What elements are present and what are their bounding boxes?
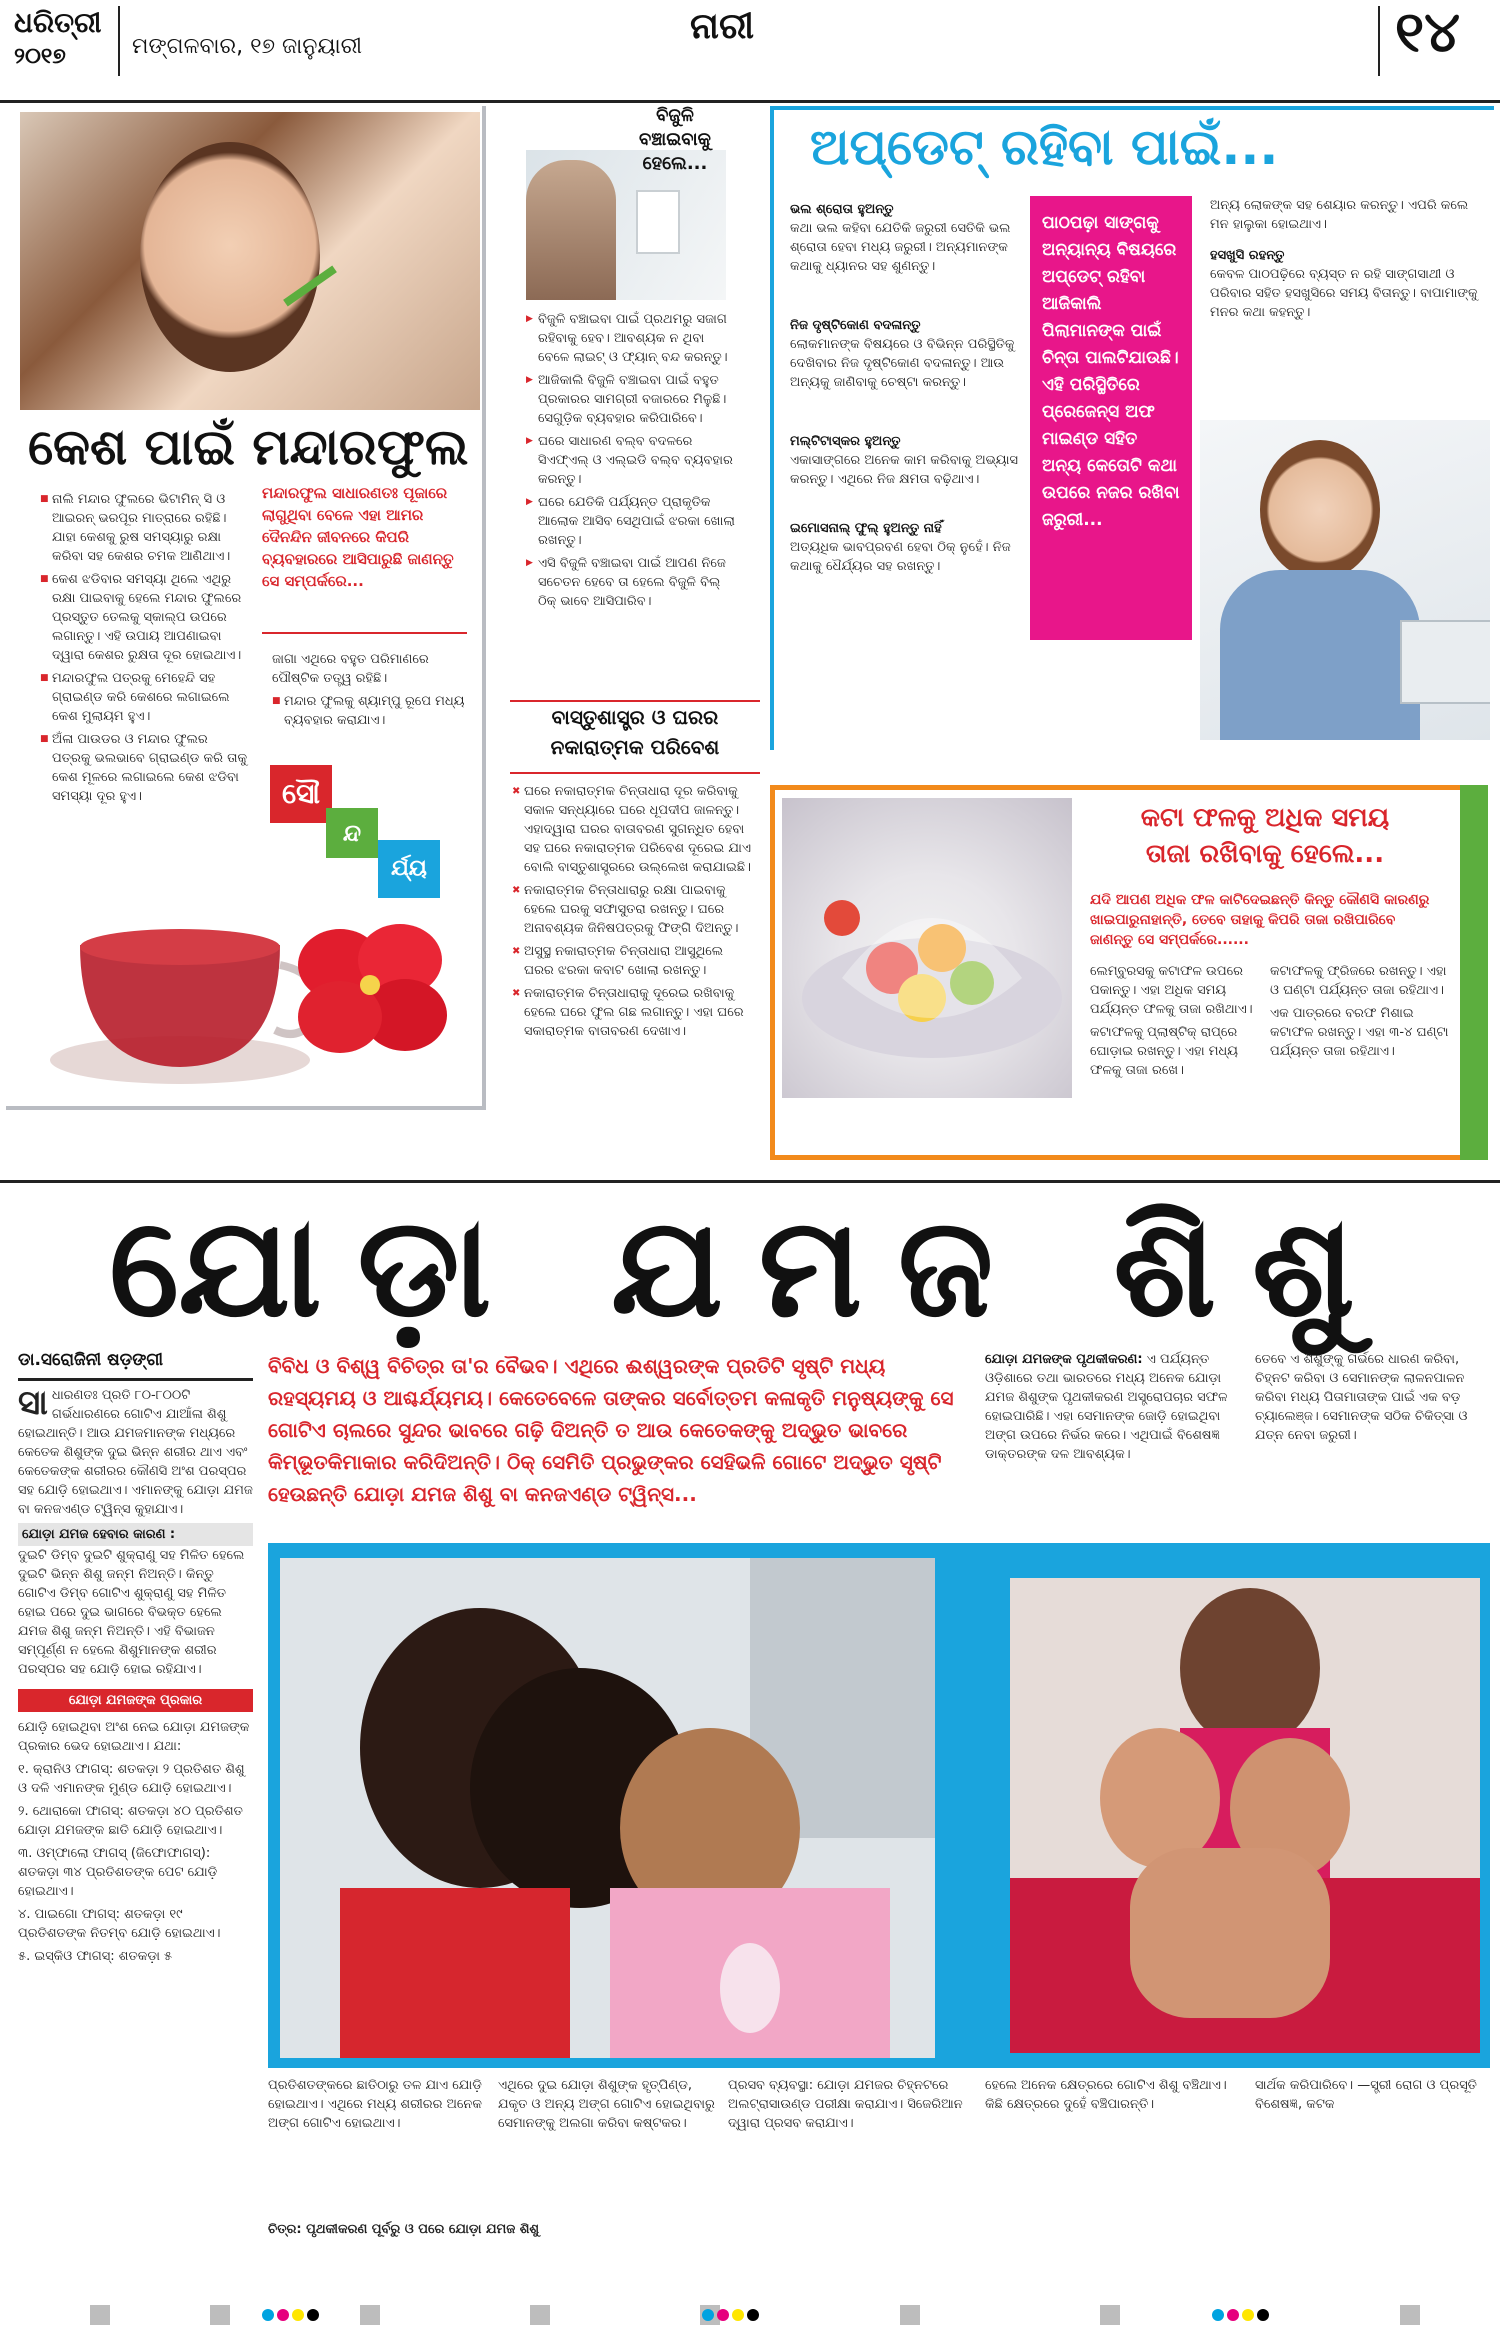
fruit-card-accent (1460, 785, 1488, 1160)
hair-mid-bullet: ■ ମନ୍ଦାର ଫୁଲକୁ ଶ୍ୟାମ୍ପୁ ରୂପେ ମଧ୍ୟ ବ୍ୟବହାର କରାଯାଏ। (272, 692, 472, 730)
twins-col1-head: ଯୋଡ଼ା ଯମଜ ହେବାର କାରଣ : (18, 1523, 253, 1546)
fruit-title-line: ତାଜା ରଖିବାକୁ ହେଲେ... (1145, 839, 1385, 869)
divider (18, 1378, 253, 1381)
twins-bottom-col: ସାର୍ଥକ କରିପାରିବେ। —ସ୍ତ୍ରୀ ରୋଗ ଓ ପ୍ରସୂତି ବିଶେଷଜ୍ଞ, କଟକ (1255, 2078, 1477, 2112)
hair-title: କେଶ ପାଇଁ ମନ୍ଦାରଫୁଲ (28, 418, 469, 476)
vastu-bullet: ✖ ନକାରାତ୍ମକ ଚିନ୍ତାଧାରାକୁ ଦୂରେଇ ରଖିବାକୁ ହେଲେ ଘରେ ଫୁଲ ଗଛ ଲଗାନ୍ତୁ। ଏହା ଘରେ ସକାରାତ୍ମକ ବାତାବରଣ ଦେଖାଏ। (512, 984, 752, 1041)
update-section-body: ଏକାସାଙ୍ଗରେ ଅନେକ କାମ କରିବାକୁ ଅଭ୍ୟାସ କରନ୍ତୁ। ଏଥିରେ ନିଜ କ୍ଷମତା ବଢ଼ିଥାଏ। (790, 453, 1018, 487)
electric-bullets (526, 310, 736, 615)
twins-bottom-col: ହେଲେ ଅନେକ କ୍ଷେତ୍ରରେ ଗୋଟିଏ ଶିଶୁ ବଞ୍ଚିଥାଏ। କିଛି କ୍ଷେତ୍ରରେ ଦୁହେଁ ବଞ୍ଚିପାରନ୍ତି। (985, 2078, 1227, 2112)
twins-col-4 (1255, 1350, 1490, 1445)
twins-type: ୧. କ୍ରାନିଓ ଫାଗସ୍: ଶତକଡ଼ା ୨ ପ୍ରତିଶତ ଶିଶୁ ଓ ଦଳି ଏମାନଙ୍କ ମୁଣ୍ଡ ଯୋଡ଼ି ହୋଇଥାଏ। (18, 1762, 245, 1796)
update-section-body: କଥା ଭଲ କହିବା ଯେତିକି ଜରୁରୀ ସେତିକି ଭଲ ଶ୍ରୋତା ହେବା ମଧ୍ୟ ଜରୁରୀ। ଅନ୍ୟମାନଙ୍କ କଥାକୁ ଧ୍ୟାନର ସହ ଶୁଣନ୍ତୁ। (790, 221, 1011, 274)
update-right-head: ହସଖୁସି ରହନ୍ତୁ (1210, 248, 1285, 263)
hair-pullquote: ମନ୍ଦାରଫୁଲ ସାଧାରଣତଃ ପୂଜାରେ ଲାଗୁଥିବା ବେଳେ ଏହା ଆମର ଦୈନନ୍ଦିନ ଜୀବନରେ କିପରି ବ୍ୟବହାରରେ ଆସିପାରୁଛି ଜାଣନ୍ତୁ ସେ ସମ୍ପର୍କରେ... (262, 484, 454, 590)
update-section-head: ଇମୋସନାଲ୍ ଫୁଲ୍ ହୁଅନ୍ତୁ ନାହିଁ (790, 521, 942, 536)
fruit-col-1 (1090, 962, 1260, 1084)
twins-type: ୩. ଓମ୍ଫାଲୋ ଫାଗସ୍ (ଜିଫୋଫାଗସ୍): ଶତକଡ଼ା ୩୪ ପ୍ରତିଶତଙ୍କ ପେଟ ଯୋଡ଼ି ହୋଇଥାଏ। (18, 1846, 218, 1899)
update-section-head: ନିଜ ଦୃଷ୍ଟିକୋଣ ବଦଳାନ୍ତୁ (790, 318, 921, 333)
electric-bullet: ▶ ଆଜିକାଲି ବିଜୁଳି ବଞ୍ଚାଇବା ପାଇଁ ବହୁତ ପ୍ରକାରର ସାମଗ୍ରୀ ବଜାରରେ ମିଳୁଛି। ସେଗୁଡ଼ିକ ବ୍ୟବହାର କରିପାରିବେ। (526, 371, 736, 428)
twins-col-1 (18, 1383, 253, 1970)
vastu-bullets (512, 782, 752, 1045)
stamp-letter: ନ୍ଦ (326, 808, 378, 858)
tea-hibiscus-illustration (40, 855, 470, 1095)
hair-mid-paragraph: ଜାଗା ଏଥିରେ ବହୁତ ପରିମାଣରେ ପୌଷ୍ଟିକ ତତ୍ତ୍ୱ ରହିଛି। (272, 652, 429, 686)
masthead (0, 0, 1500, 103)
electric-bullet: ▶ ବିଜୁଳି ବଞ୍ଚାଇବା ପାଇଁ ପ୍ରଥମରୁ ସଜାଗ ରହିବାକୁ ହେବ। ଆବଶ୍ୟକ ନ ଥିବା ବେଳେ ଲାଇଟ୍ ଓ ଫ୍ୟାନ୍ ବନ୍ଦ କରନ୍ତୁ। (526, 310, 736, 367)
twins-photo-2 (1010, 1578, 1480, 2053)
twins-bottom-col: ଏଥିରେ ଦୁଇ ଯୋଡ଼ା ଶିଶୁଙ୍କ ହୃତ୍‌ପିଣ୍ଡ, ଯକୃତ ଓ ଅନ୍ୟ ଅଙ୍ଗ ଗୋଟିଏ ହୋଇଥିବାରୁ ସେମାନଙ୍କୁ ଅଲଗା କରିବା କଷ୍ଟକର। (498, 2078, 715, 2131)
twins-col3-head: ଯୋଡ଼ା ଯମଜଙ୍କ ପୃଥକୀକରଣ: (985, 1352, 1143, 1367)
student-photo (1200, 420, 1490, 740)
update-right-column (1210, 196, 1480, 326)
fruit-tip: କଟାଫଳକୁ ଫ୍ରିଜରେ ରଖନ୍ତୁ। ଏହା ଓ ଘଣ୍ଟା ପର୍ଯ୍ୟନ୍ତ ତାଜା ରହିଥାଏ। (1270, 964, 1447, 998)
twins-bottom-col: ପ୍ରସବ ବ୍ୟବସ୍ଥା: ଯୋଡ଼ା ଯମଜର ଚିହ୍ନଟରେ ଅଲଟ୍ରାସାଉଣ୍ଡ ପରୀକ୍ଷା କରାଯାଏ। ସିଜେରିଆନ ଦ୍ୱାରା ପ୍ରସବ କରାଯାଏ। (728, 2078, 963, 2131)
update-right-body: କେବଳ ପାଠପଢ଼ିରେ ବ୍ୟସ୍ତ ନ ରହି ସାଙ୍ଗସାଥୀ ଓ ପରିବାର ସହିତ ହସଖୁସିରେ ସମୟ ବିତାନ୍ତୁ। ବାପାମାଙ୍କୁ ମନର କଥା କହନ୍ତୁ। (1210, 267, 1478, 320)
drop-cap: ସା (18, 1383, 48, 1423)
twins-col-3 (985, 1350, 1240, 1464)
twins-types-box: ଯୋଡ଼ା ଯମଜଙ୍କ ପ୍ରକାର (18, 1689, 253, 1712)
update-sections (790, 196, 1020, 580)
page-number: ୧୪ (1395, 0, 1461, 65)
fruit-tip: ଲେମ୍ବୁରସକୁ କଟାଫଳ ଉପରେ ପକାନ୍ତୁ। ଏହା ଅଧିକ ସମୟ ପର୍ଯ୍ୟନ୍ତ ଫଳକୁ ତାଜା ରଖିଥାଏ। (1090, 964, 1253, 1017)
twins-photo-1 (280, 1558, 935, 2058)
electric-title-line: ବିଜୁଳି (656, 105, 694, 126)
twins-col1-body: ଦୁଇଟି ଡିମ୍ବ ଦୁଇଟି ଶୁକ୍ରାଣୁ ସହ ମିଳିତ ହେଲେ ଦୁଇଟି ଭିନ୍ନ ଶିଶୁ ଜନ୍ମ ନିଅନ୍ତି। କିନ୍ତୁ ଗୋଟିଏ ଡିମ୍ବ ଗୋଟିଏ ଶୁକ୍ରାଣୁ ସହ ମିଳିତ ହୋଇ ପରେ ଦୁଇ ଭାଗରେ ବିଭକ୍ତ ହେଲେ ଯମଜ ଶିଶୁ ଜନ୍ମ ନିଅନ୍ତି। ଏହି ବିଭାଜନ ସମ୍ପୂର୍ଣ୍ଣ ନ ହେଲେ ଶିଶୁମାନଙ୍କ ଶରୀର ପରସ୍ପର ସହ ଯୋଡ଼ି ହୋଇ ରହିଯାଏ। (18, 1548, 245, 1677)
electric-title-line: ହେଲେ... (642, 153, 708, 174)
hair-bullet: ■ ନାଲି ମନ୍ଦାର ଫୁଲରେ ଭିଟାମିନ୍ ସି ଓ ଆଇରନ୍ ଭରପୂର ମାତ୍ରାରେ ରହିଛି। ଯାହା କେଶକୁ ରୁଷ ସମସ୍ୟାରୁ ରକ୍ଷା କରିବା ସହ କେଶର ଚମକ ଆଣିଥାଏ। (40, 490, 250, 566)
hair-bullet: ■ ଅଁଳା ପାଉଡର ଓ ମନ୍ଦାର ଫୁଲର ପତ୍ରକୁ ଭଲଭାବେ ଗ୍ରାଇଣ୍ଡ କରି ତାକୁ କେଶ ମୂଳରେ ଲଗାଇଲେ କେଶ ଝଡିବା ସମସ୍ୟା ଦୂର ହୁଏ। (40, 730, 250, 806)
update-section-body: ଅତ୍ୟଧିକ ଭାବପ୍ରବଣ ହେବା ଠିକ୍ ନୁହେଁ। ନିଜ କଥାକୁ ଧୈର୍ଯ୍ୟର ସହ ରଖନ୍ତୁ। (790, 540, 1011, 574)
vastu-bullet: ✖ ନକାରାତ୍ମକ ଚିନ୍ତାଧାରାରୁ ରକ୍ଷା ପାଇବାକୁ ହେଲେ ଘରକୁ ସଫାସୁତରା ରଖନ୍ତୁ। ଘରେ ଅନାବଶ୍ୟକ ଜିନିଷପତ୍ରକୁ ଫିଙ୍ଗି ଦିଅନ୍ତୁ। (512, 881, 752, 938)
update-section-head: ମଲ୍ଟିଟାସ୍କର ହୁଅନ୍ତୁ (790, 434, 901, 449)
electric-bullet: ▶ ଏସି ବିଜୁଳି ବଞ୍ଚାଇବା ପାଇଁ ଆପଣ ନିଜେ ସଚେତନ ହେବେ ତା ହେଲେ ବିଜୁଳି ବିଲ୍ ଠିକ୍ ଭାବେ ଆସିପାରିବ। (526, 554, 736, 611)
electric-title (620, 104, 730, 176)
update-section-head: ଭଲ ଶ୍ରୋତା ହୁଅନ୍ତୁ (790, 202, 894, 217)
vastu-bullet: ✖ ଅସୁସ୍ଥ ନକାରାତ୍ମକ ଚିନ୍ତାଧାରା ଆସୁଥିଲେ ଘରର ଝରକା କବାଟ ଖୋଲା ରଖନ୍ତୁ। (512, 942, 752, 980)
twins-col4-body: ତେବେ ଏ ଶିଶୁଙ୍କୁ ଗର୍ଭରେ ଧାରଣ କରିବା, ଚିହ୍ନଟ କରିବା ଓ ସେମାନଙ୍କ ଲାଳନପାଳନ କରିବା ମଧ୍ୟ ପିତାମାତାଙ୍କ ପାଇଁ ଏକ ବଡ଼ ଚ୍ୟାଲେଞ୍ଜ। ସେମାନଙ୍କ ସଠିକ ଚିକିତ୍ସା ଓ ଯତ୍ନ ନେବା ଜରୁରୀ। (1255, 1352, 1468, 1443)
update-section-body: ଲୋକମାନଙ୍କ ବିଷୟରେ ଓ ବିଭିନ୍ନ ପରିସ୍ଥିତିକୁ ଦେଖିବାର ନିଜ ଦୃଷ୍ଟିକୋଣ ବଦଳାନ୍ତୁ। ଆଉ ଅନ୍ୟକୁ ଜାଣିବାକୁ ଚେଷ୍ଟା କରନ୍ତୁ। (790, 337, 1015, 390)
divider (118, 6, 120, 76)
fruit-intro: ଯଦି ଆପଣ ଅଧିକ ଫଳ କାଟିଦେଇଛନ୍ତି କିନ୍ତୁ କୌଣସି କାରଣରୁ ଖାଇପାରୁନାହାନ୍ତି, ତେବେ ତାହାକୁ କିପରି ତାଜା ରଖିପାରିବେ ଜାଣନ୍ତୁ ସେ ସମ୍ପର୍କରେ...... (1090, 892, 1430, 948)
twins-byline: ଡା.ସରୋଜିନୀ ଷଡ଼ଙ୍ଗୀ (18, 1350, 164, 1370)
stamp-letter: ସୌ (270, 765, 332, 823)
twins-intro: ବିବିଧ ଓ ବିଶ୍ୱ ବିଚିତ୍ର ତା'ର ବୈଭବ। ଏଥିରେ ଈଶ୍ୱରଙ୍କ ପ୍ରତିଟି ସୃଷ୍ଟି ମଧ୍ୟ ରହସ୍ୟମୟ ଓ ଆଶ୍ଚର୍ଯ୍ୟମୟ। କେତେବେଳେ ତାଙ୍କର ସର୍ବୋତ୍ତମ କଳାକୃତି ମନୁଷ୍ୟଙ୍କୁ ସେ ଗୋଟିଏ ଚାଲରେ ସୁନ୍ଦର ଭାବରେ ଗଢ଼ି ଦିଅନ୍ତି ତ ଆଉ କେତେକଙ୍କୁ ଅଦ୍ଭୁତ ଭାବରେ କିମ୍ଭୂତକିମାକାର କରିଦିଅନ୍ତି। ଠିକ୍ ସେମିତି ପ୍ରଭୁଙ୍କର ସେହିଭଳି ଗୋଟେ ଅଦ୍ଭୁତ ସୃଷ୍ଟି ହେଉଛନ୍ତି ଯୋଡ଼ା ଯମଜ ଶିଶୁ ବା କନଜଏଣ୍ଡ ଟ୍ୱିନ୍ସ... (268, 1354, 954, 1506)
fruit-tip: କଟାଫଳକୁ ପ୍ଲାଷ୍ଟିକ୍ ରାପ୍‌ରେ ଘୋଡ଼ାଇ ରଖନ୍ତୁ। ଏହା ମଧ୍ୟ ଫଳକୁ ତାଜା ରଖେ। (1090, 1025, 1238, 1078)
vastu-title: ବାସ୍ତୁଶାସ୍ତ୍ର ଓ ଘରର ନକାରାତ୍ମକ ପରିବେଶ (510, 700, 760, 774)
divider (262, 632, 467, 634)
section-divider (0, 1180, 1500, 1183)
fruit-tip: ଏକ ପାତ୍ରରେ ବରଫ ମିଶାଇ କଟାଫଳ ରଖନ୍ତୁ। ଏହା ୩-୪ ଘଣ୍ଟା ପର୍ଯ୍ୟନ୍ତ ତାଜା ରହିଥାଏ। (1270, 1006, 1449, 1059)
date: ମଙ୍ଗଳବାର, ୧୭ ଜାନୁୟାରୀ (132, 34, 363, 59)
paper-name: ଧରିତ୍ରୀ (14, 6, 102, 39)
print-registration-marks (0, 2295, 1500, 2335)
electric-bullet: ▶ ଘରେ ସାଧାରଣ ବଲ୍ବ ବଦଳରେ ସିଏଫ୍ଏଲ୍ ଓ ଏଲ୍ଇଡି ବଲ୍ବ ବ୍ୟବହାର କରନ୍ତୁ। (526, 432, 736, 489)
hair-bullets (40, 490, 250, 810)
electric-bullet: ▶ ଘରେ ଯେତିକି ପର୍ଯ୍ୟନ୍ତ ପ୍ରାକୃତିକ ଆଲୋକ ଆସିବ ସେଥିପାଇଁ ଝରକା ଖୋଲା ରଖନ୍ତୁ। (526, 493, 736, 550)
section-title: ନାରୀ (690, 6, 755, 47)
year: ୨୦୧୭ (14, 44, 66, 69)
twins-caption: ଚିତ୍ର: ପୃଥକୀକରଣ ପୂର୍ବରୁ ଓ ପରେ ଯୋଡ଼ା ଯମଜ ଶିଶୁ (268, 2222, 540, 2237)
vastu-bullet: ✖ ଘରେ ନକାରାତ୍ମକ ଚିନ୍ତାଧାରା ଦୂର କରିବାକୁ ସକାଳ ସନ୍ଧ୍ୟାରେ ଘରେ ଧୂପଦୀପ ଜାଳନ୍ତୁ। ଏହାଦ୍ୱାରା ଘରର ବାତାବରଣ ସୁଗନ୍ଧିତ ହେବା ସହ ଘରେ ନକାରାତ୍ମକ ପରିବେଶ ଦୂରେଇ ଯାଏ ବୋଲି ବାସ୍ତୁଶାସ୍ତ୍ରରେ ଉଲ୍ଲେଖ କରାଯାଇଛି। (512, 782, 752, 877)
stamp-letter: ର୍ଯ୍ୟ (378, 840, 440, 898)
electric-title-line: ବଞ୍ଚାଇବାକୁ (639, 129, 711, 150)
twins-type: ୪. ପାଇଗୋ ଫାଗସ୍: ଶତକଡ଼ା ୧୯ ପ୍ରତିଶତଙ୍କ ନିତମ୍ବ ଯୋଡ଼ି ହୋଇଥାଏ। (18, 1907, 221, 1941)
twins-col3-body: ଏ ପର୍ଯ୍ୟନ୍ତ ଓଡ଼ିଶାରେ ତଥା ଭାରତରେ ମଧ୍ୟ ଅନେକ ଯୋଡ଼ା ଯମଜ ଶିଶୁଙ୍କ ପୃଥକୀକରଣ ଅସ୍ତ୍ରୋପଚାର ସଫଳ ହୋଇପାରିଛି। ଏହା ସେମାନଙ୍କ ଜୋଡ଼ି ହୋଇଥିବା ଅଙ୍ଗ ଉପରେ ନିର୍ଭର କରେ। ଏଥିପାଇଁ ବିଶେଷଜ୍ଞ ଡାକ୍ତରଙ୍କ ଦଳ ଆବଶ୍ୟକ। (985, 1352, 1228, 1462)
twins-types-intro: ଯୋଡ଼ି ହୋଇଥିବା ଅଂଶ ନେଇ ଯୋଡ଼ା ଯମଜଙ୍କ ପ୍ରକାର ଭେଦ ହୋଇଥାଏ। ଯଥା: (18, 1720, 250, 1754)
hair-bullet: ■ ମନ୍ଦାରଫୁଲ ପତ୍ରକୁ ମେହେନ୍ଦି ସହ ଗ୍ରାଇଣ୍ଡ କରି କେଶରେ ଲଗାଇଲେ କେଶ ମୁଲାୟମ ହୁଏ। (40, 669, 250, 726)
fruit-col-2 (1270, 962, 1450, 1065)
twins-bottom-col: ପ୍ରତିଶତଙ୍କରେ ଛାତିଠାରୁ ତଳ ଯାଏ ଯୋଡ଼ି ହୋଇଥାଏ। ଏଥିରେ ମଧ୍ୟ ଶରୀରର ଅନେକ ଅଙ୍ଗ ଗୋଟିଏ ହୋଇଥାଏ। (268, 2078, 482, 2131)
update-pink-box: ପାଠପଢ଼ା ସାଙ୍ଗକୁ ଅନ୍ୟାନ୍ୟ ବିଷୟରେ ଅପ୍‌ଡେଟ୍ ରହିବା ଆଜିକାଲି ପିଲାମାନଙ୍କ ପାଇଁ ଚିନ୍ତା ପାଲଟିଯାଉଛି। ଏହି ପରିସ୍ଥିତିରେ ପ୍ରେଜେନ୍ସ ଅଫ ମାଇଣ୍ଡ ସହିତ ଅନ୍ୟ କେତୋଟି କଥା ଉପରେ ନଜର ରଖିବା ଜରୁରୀ... (1030, 196, 1192, 640)
divider (1378, 6, 1380, 76)
fruit-bowl-photo (782, 798, 1072, 1098)
twins-col1-text: ଧାରଣତଃ ପ୍ରତି ୮୦-୮୦୦ଟି ଗର୍ଭଧାରଣରେ ଗୋଟିଏ ଯାଆଁଳା ଶିଶୁ ହୋଇଥାନ୍ତି। ଆଉ ଯମଜମାନଙ୍କ ମଧ୍ୟରେ କେତେକ ଶିଶୁଙ୍କ ଦୁଇ ଭିନ୍ନ ଶରୀର ଥାଏ ଏବଂ କେତେକଙ୍କ ଶରୀରର କୌଣସି ଅଂଶ ପରସ୍ପର ସହ ଯୋଡ଼ି ହୋଇଥାଏ। ଏମାନଙ୍କୁ ଯୋଡ଼ା ଯମଜ ବା କନଜଏଣ୍ଡ ଟ୍ୱିନ୍ସ କୁହାଯାଏ। (18, 1388, 253, 1517)
hair-mid-text (272, 650, 472, 734)
twins-type: ୨. ଥୋରାକୋ ଫାଗସ୍: ଶତକଡ଼ା ୪୦ ପ୍ରତିଶତ ଯୋଡ଼ା ଯମଜଙ୍କ ଛାତି ଯୋଡ଼ି ହୋଇଥାଏ। (18, 1804, 243, 1838)
update-title: ଅପ୍‌ଡେଟ୍ ରହିବା ପାଇଁ... (810, 118, 1279, 176)
fruit-title (1080, 800, 1450, 872)
woman-photo (20, 112, 480, 410)
hair-bullet: ■ କେଶ ଝଡିବାର ସମସ୍ୟା ଥିଲେ ଏଥିରୁ ରକ୍ଷା ପାଇବାକୁ ହେଲେ ମନ୍ଦାର ଫୁଲରେ ପ୍ରସ୍ତୁତ ତେଲକୁ ସ୍କାଲ୍ପ ଉପରେ ଲଗାନ୍ତୁ। ଏହି ଉପାୟ ଆପଣାଇବା ଦ୍ୱାରା କେଶର ରୁକ୍ଷତା ଦୂର ହୋଇଥାଏ। (40, 570, 250, 665)
twins-headline: ଯୋଡ଼ା ଯମଜ ଶିଶୁ (109, 1187, 1391, 1348)
twins-type: ୫. ଇସ୍କିଓ ଫାଗସ୍: ଶତକଡ଼ା ୫ (18, 1949, 173, 1964)
fruit-title-line: କଟା ଫଳକୁ ଅଧିକ ସମୟ (1140, 803, 1390, 833)
update-right-text: ଅନ୍ୟ ଲୋକଙ୍କ ସହ ଶେୟାର କରନ୍ତୁ। ଏପରି କଲେ ମନ ହାଲୁକା ହୋଇଥାଏ। (1210, 198, 1469, 232)
